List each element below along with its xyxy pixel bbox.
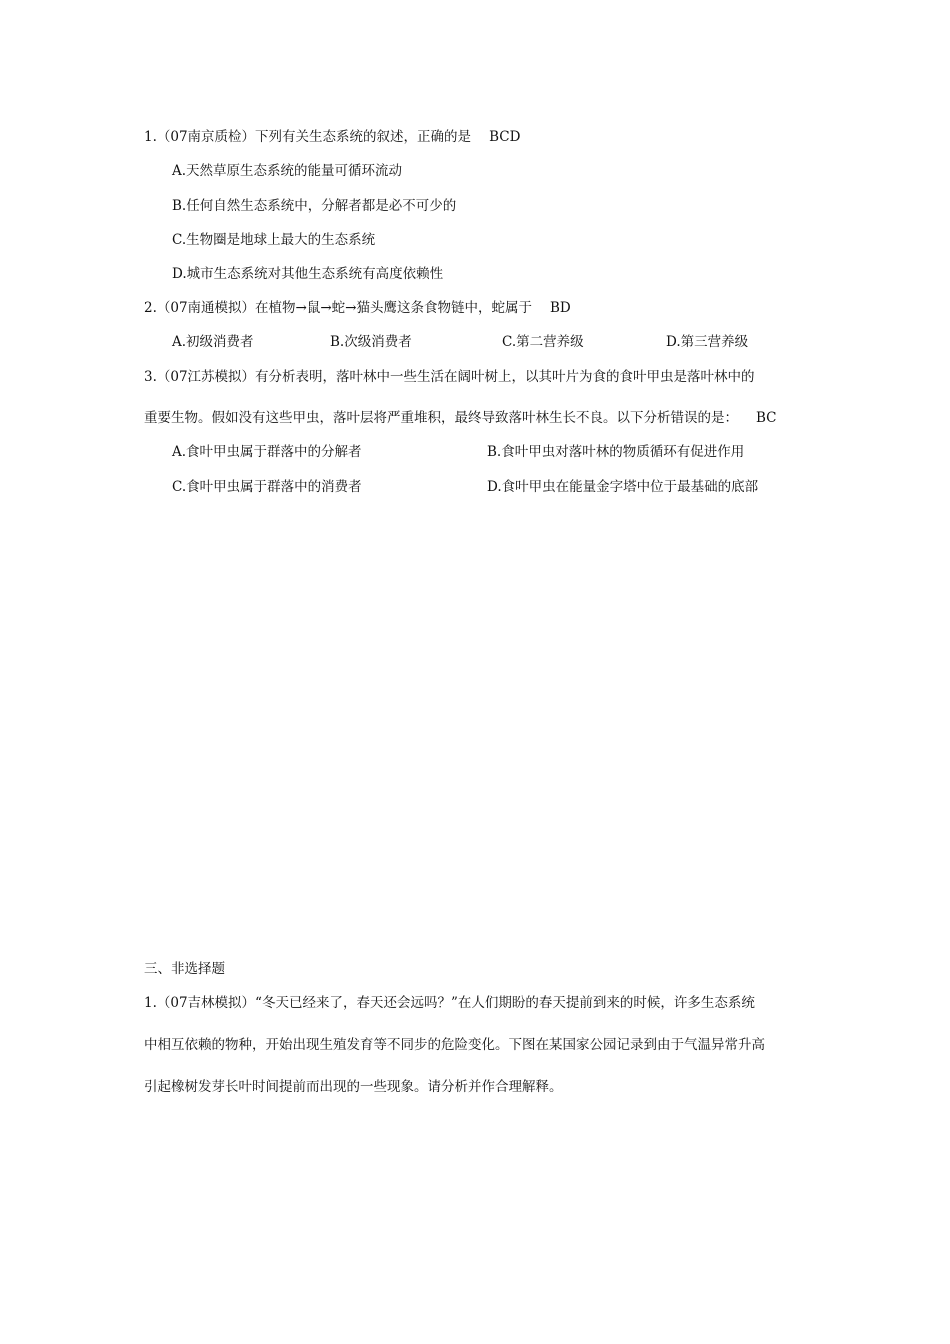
q3-stem-line2	[144, 409, 777, 427]
q3-option-a: A.食叶甲虫属于群落中的分解者	[172, 444, 362, 460]
q1-answer: BCD	[489, 129, 521, 145]
q1-option-a: A.天然草原生态系统的能量可循环流动	[172, 163, 403, 179]
q1-stem	[144, 128, 520, 146]
q3-stem-line1: 3.（07江苏模拟）有分析表明，落叶林中一些生活在阔叶树上，以其叶片为食的食叶甲虫是落叶林中的	[144, 369, 755, 385]
q1-option-d: D.城市生态系统对其他生态系统有高度依赖性	[172, 266, 444, 282]
q2-option-a: A.初级消费者	[172, 334, 254, 350]
section3-q1-line1: 1.（07吉林模拟）“冬天已经来了，春天还会远吗？”在人们期盼的春天提前到来的时候，许多生态系统	[144, 995, 755, 1011]
section3-q1-line2: 中相互依赖的物种，开始出现生殖发育等不同步的危险变化。下图在某国家公园记录到由于气温异常升高	[144, 1037, 765, 1053]
q3-option-c: C.食叶甲虫属于群落中的消费者	[172, 479, 362, 495]
q2-answer: BD	[550, 300, 571, 316]
section3-q1-line3: 引起橡树发芽长叶时间提前而出现的一些现象。请分析并作合理解释。	[144, 1079, 563, 1095]
section3-heading: 三、非选择题	[144, 961, 225, 977]
q3-option-d: D.食叶甲虫在能量金字塔中位于最基础的底部	[487, 479, 759, 495]
q2-option-d: D.第三营养级	[666, 334, 749, 350]
q2-option-c: C.第二营养级	[502, 334, 584, 350]
q2-option-b: B.次级消费者	[330, 334, 412, 350]
q1-option-b: B.任何自然生态系统中，分解者都是必不可少的	[172, 198, 457, 214]
q2-stem-text: 2.（07南通模拟）在植物→鼠→蛇→猫头鹰这条食物链中，蛇属于	[144, 300, 532, 316]
q2-stem	[144, 299, 571, 317]
q1-stem-text: 1.（07南京质检）下列有关生态系统的叙述，正确的是	[144, 129, 472, 145]
q3-option-b: B.食叶甲虫对落叶林的物质循环有促进作用	[487, 444, 745, 460]
q3-stem-line2-text: 重要生物。假如没有这些甲虫，落叶层将严重堆积，最终导致落叶林生长不良。以下分析错误的是：	[144, 410, 738, 426]
q1-option-c: C.生物圈是地球上最大的生态系统	[172, 232, 376, 248]
q3-answer: BC	[756, 410, 777, 426]
